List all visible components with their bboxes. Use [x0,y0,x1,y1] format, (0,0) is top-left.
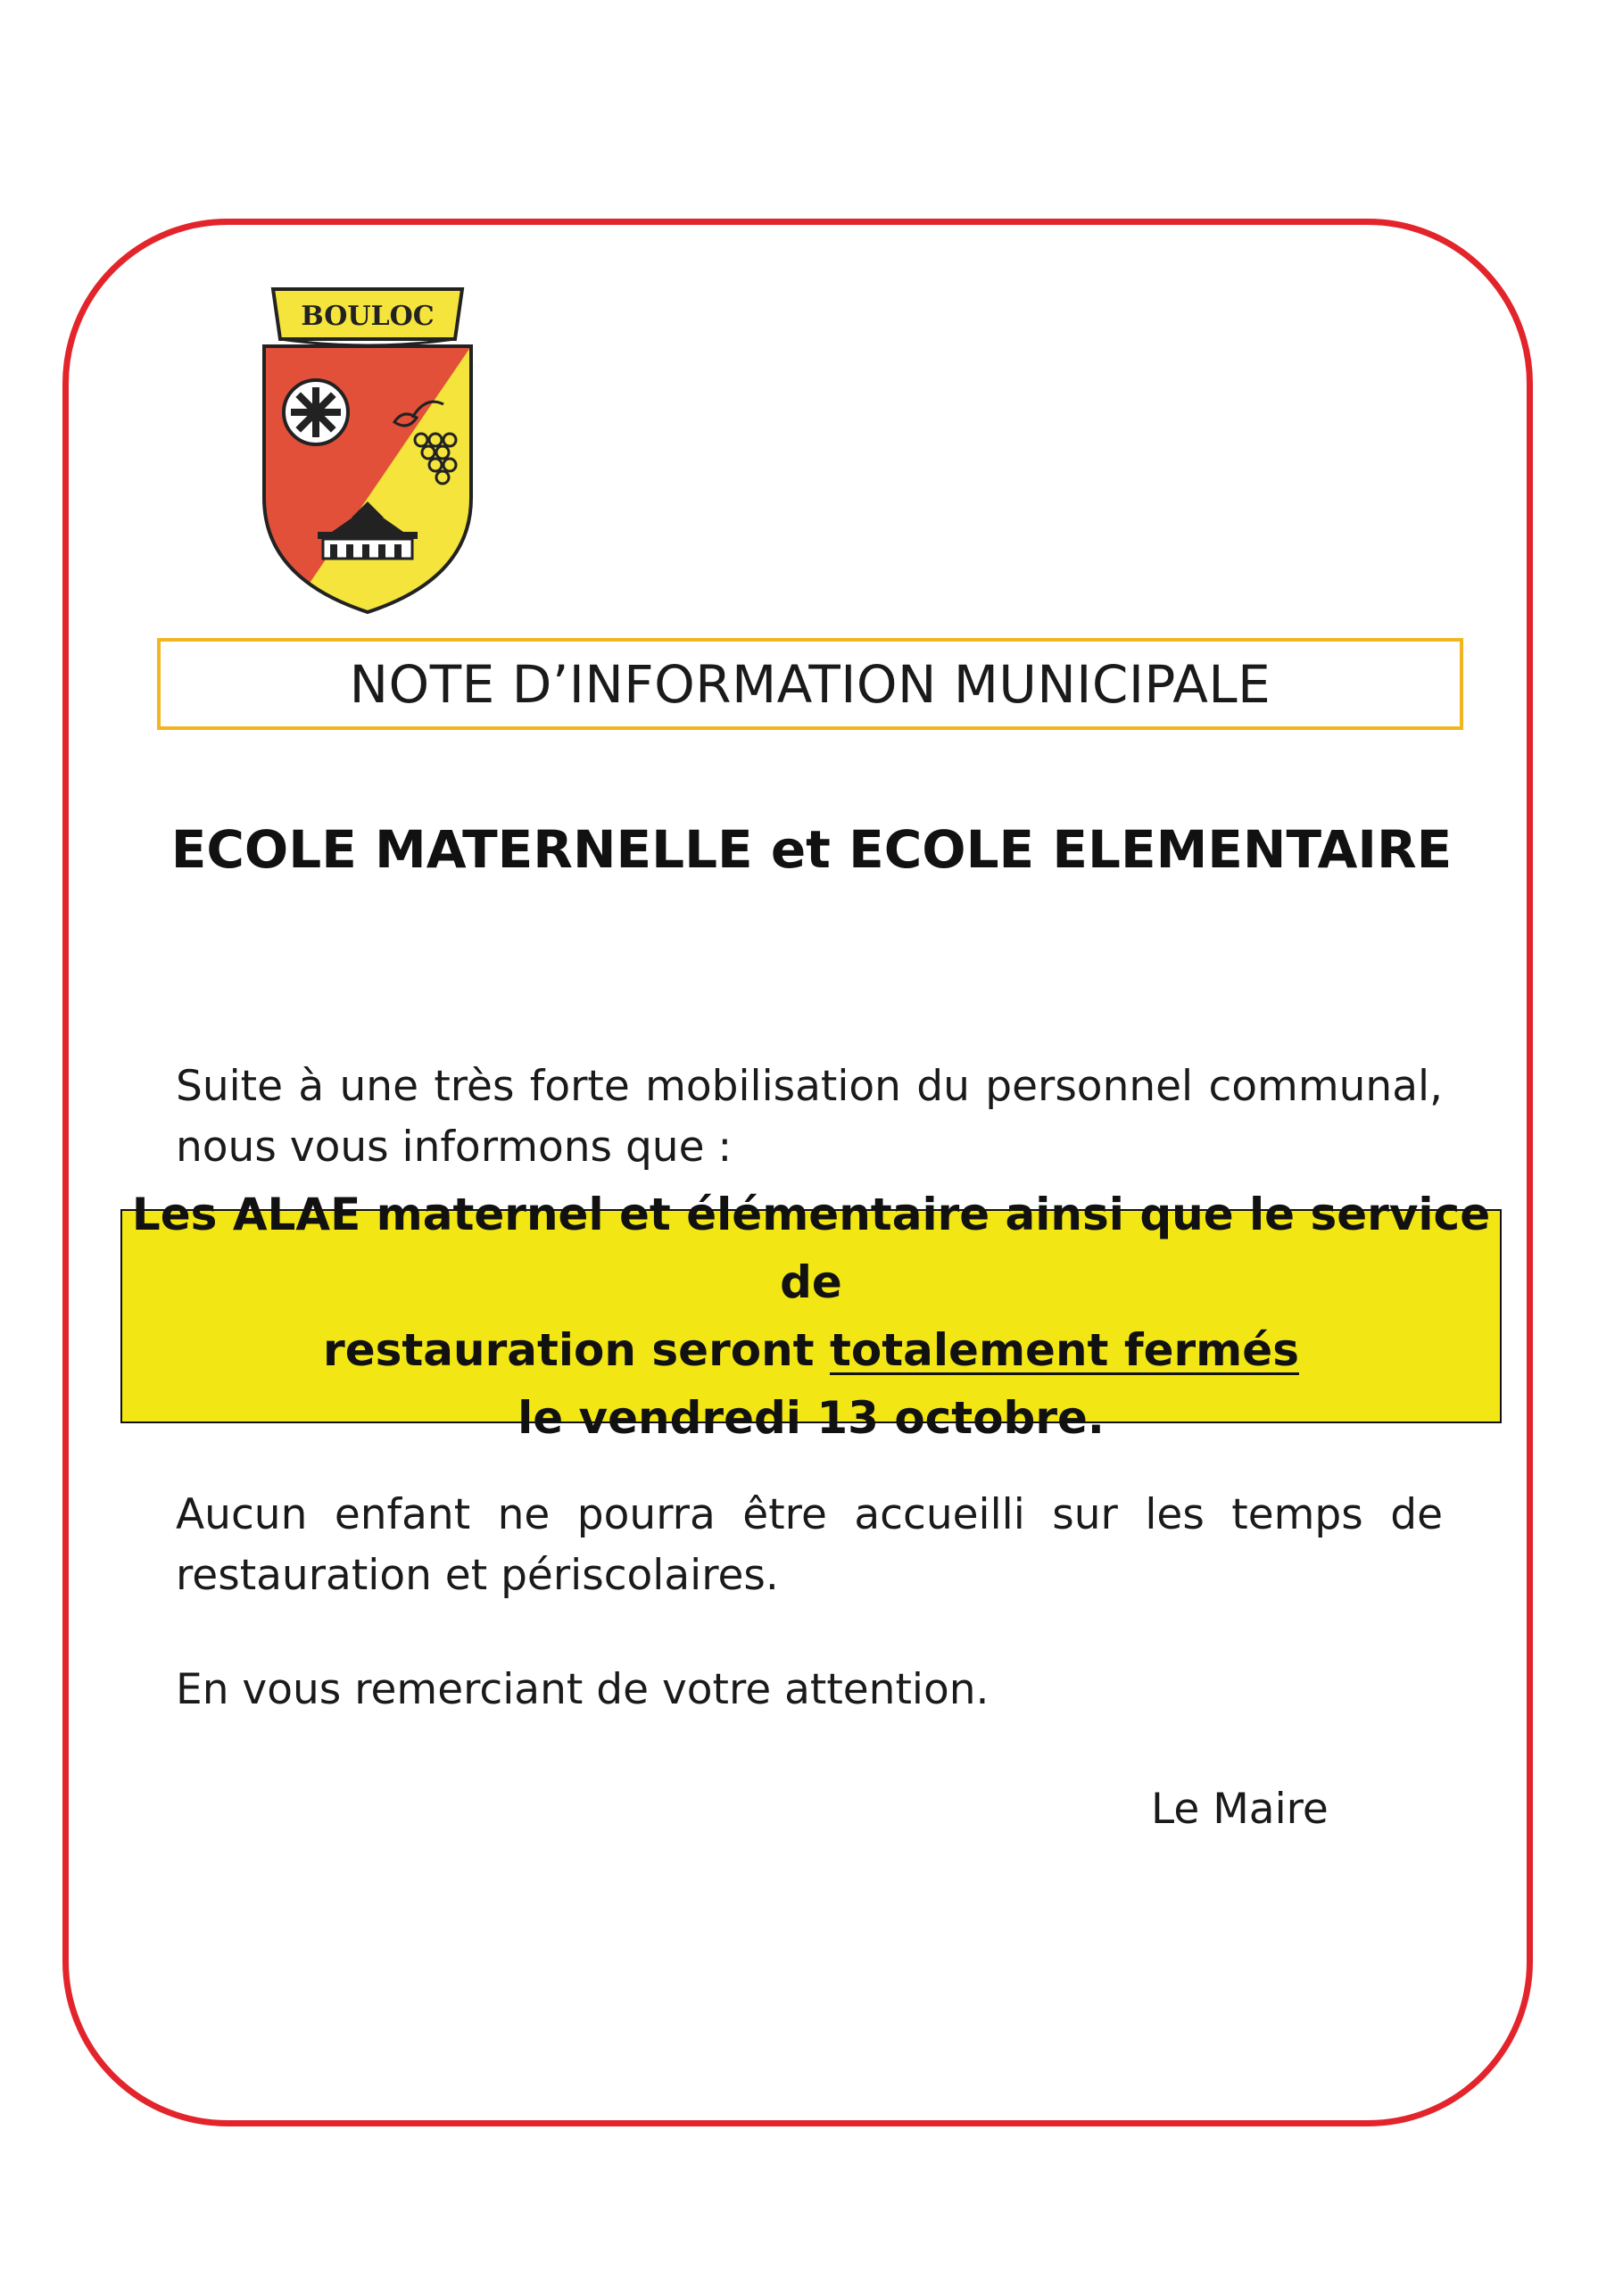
intro-line: Suite à une très forte mobilisation du personnel communal, [176,1062,1443,1111]
closing-line: En vous remerciant de votre attention. [176,1665,990,1714]
closure-line-1: Les ALAE maternel et élémentaire ainsi que le service de [131,1189,1491,1308]
intro-line: nous vous informons que : [176,1123,733,1172]
closure-emphasis: totalement fermés [830,1324,1299,1376]
info-line: restauration et périscolaires. [176,1551,779,1600]
signature: Le Maire [1151,1785,1329,1834]
info-paragraph [176,1485,1443,1606]
note-title-box [157,638,1463,730]
closing-paragraph [176,1660,1443,1720]
closure-line-2-prefix: restauration seront [323,1324,830,1376]
banner-text: BOULOC [301,301,435,332]
occitan-cross-icon [291,387,341,437]
note-title: NOTE D’INFORMATION MUNICIPALE [349,653,1271,715]
closure-announcement [120,1189,1502,1444]
closure-date: le vendredi 13 octobre. [518,1392,1105,1444]
coat-of-arms-emblem [261,284,475,616]
note-subtitle: ECOLE MATERNELLE et ECOLE ELEMENTAIRE [170,819,1453,880]
closure-line-2 [323,1316,1299,1384]
bouloc-coat-of-arms [261,284,475,616]
intro-paragraph [176,1057,1443,1178]
info-line: Aucun enfant ne pourra être accueilli sur les temps de [176,1490,1443,1539]
